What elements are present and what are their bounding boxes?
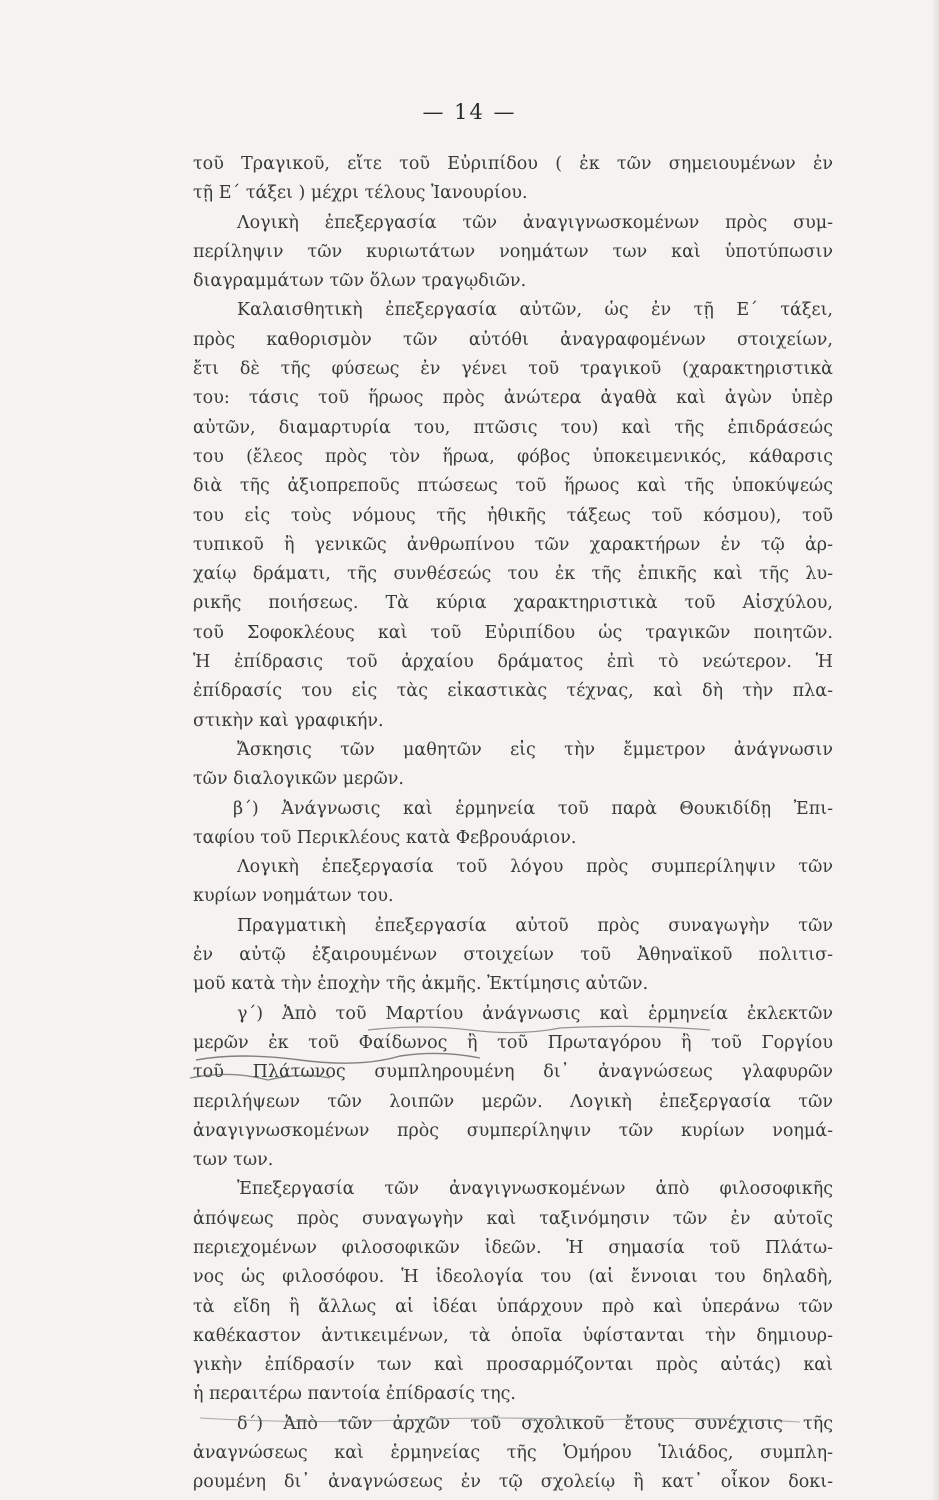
text-line: ἀναγνώσεως καὶ ἑρμηνείας τῆς Ὁμήρου Ἰλιάδος, συμπλη- xyxy=(193,1443,833,1464)
text-line: των των. xyxy=(193,1150,274,1171)
text-line: ἔτι δὲ τῆς φύσεως ἐν γένει τοῦ τραγικοῦ (χαρακτηριστικὰ xyxy=(193,359,833,380)
body-text xyxy=(193,150,833,1498)
text-line: του (ἔλεος πρὸς τὸν ἥρωα, φόβος ὑποκειμενικός, κάθαρσις xyxy=(193,446,833,467)
text-line: Λογικὴ ἐπεξεργασία τῶν ἀναγιγνωσκομένων πρὸς συμ- xyxy=(237,212,833,233)
text-line: ἀπόψεως πρὸς συναγωγὴν καὶ ταξινόμησιν τῶν ἐν αὐτοῖς xyxy=(193,1208,833,1229)
text-line: καθέκαστον ἀντικειμένων, τὰ ὁποῖα ὑφίστανται τὴν δημιουρ- xyxy=(193,1325,833,1346)
text-line: κυρίων νοημάτων του. xyxy=(193,886,394,907)
page-edge-shadow xyxy=(931,0,939,1500)
text-line: πρὸς καθορισμὸν τῶν αὐτόθι ἀναγραφομένων στοιχείων, xyxy=(193,329,833,350)
text-line: διαγραμμάτων τῶν ὅλων τραγῳδιῶν. xyxy=(193,271,527,292)
page-number: — 14 — xyxy=(422,100,517,124)
text-line: μοῦ κατὰ τὴν ἐποχὴν τῆς ἀκμῆς. Ἐκτίμησις αὐτῶν. xyxy=(193,974,649,995)
text-line: Πραγματικὴ ἐπεξεργασία αὐτοῦ πρὸς συναγωγὴν τῶν xyxy=(237,915,833,936)
text-line: χαίῳ δράματι, τῆς συνθέσεώς του ἐκ τῆς ἐπικῆς καὶ τῆς λυ- xyxy=(193,564,833,585)
text-line: ἀναγιγνωσκομένων πρὸς συμπερίληψιν τῶν κυρίων νοημά- xyxy=(193,1120,833,1141)
text-line: τοῦ Σοφοκλέους καὶ τοῦ Εὐριπίδου ὡς τραγικῶν ποιητῶν. xyxy=(193,622,833,643)
text-line: τυπικοῦ ἢ γενικῶς ἀνθρωπίνου τῶν χαρακτήρων ἐν τῷ ἀρ- xyxy=(193,534,833,555)
text-line: περιλήψεων τῶν λοιπῶν μερῶν. Λογικὴ ἐπεξεργασία τῶν xyxy=(193,1091,833,1112)
text-line: Λογικὴ ἐπεξεργασία τοῦ λόγου πρὸς συμπερίληψιν τῶν xyxy=(237,857,833,878)
text-line: ἡ περαιτέρω παντοία ἐπίδρασίς της. xyxy=(193,1384,516,1405)
text-line: Ἄσκησις τῶν μαθητῶν εἰς τὴν ἔμμετρον ἀνάγνωσιν xyxy=(237,739,833,760)
text-line: τῇ Ε΄ τάξει ) μέχρι τέλους Ἰανουρίου. xyxy=(193,183,528,204)
text-line: μερῶν ἐκ τοῦ Φαίδωνος ἢ τοῦ Πρωταγόρου ἢ τοῦ Γοργίου xyxy=(193,1032,833,1053)
text-line: περιεχομένων φιλοσοφικῶν ἰδεῶν. Ἡ σημασία τοῦ Πλάτω- xyxy=(193,1237,833,1258)
text-line: περίληψιν τῶν κυριωτάτων νοημάτων των καὶ ὑποτύπωσιν xyxy=(193,241,833,262)
text-line: ἐπίδρασίς του εἰς τὰς εἰκαστικὰς τέχνας, καὶ δὴ τὴν πλα- xyxy=(193,681,833,702)
text-line: νος ὡς φιλοσόφου. Ἡ ἰδεολογία του (αἱ ἔννοιαι του δηλαδὴ, xyxy=(193,1267,833,1288)
text-line: διὰ τῆς ἀξιοπρεποῦς πτώσεως τοῦ ἥρωος καὶ τῆς ὑποκύψεώς xyxy=(193,476,833,497)
text-line: τῶν διαλογικῶν μερῶν. xyxy=(193,769,404,790)
text-line: ταφίου τοῦ Περικλέους κατὰ Φεβρουάριον. xyxy=(193,827,577,848)
text-line: γ΄) Ἀπὸ τοῦ Μαρτίου ἀνάγνωσις καὶ ἑρμηνεία ἐκλεκτῶν xyxy=(237,1003,833,1024)
text-line: τοῦ Πλάτωνος συμπληρουμένη δι᾽ ἀναγνώσεως γλαφυρῶν xyxy=(193,1062,833,1083)
text-line: τοῦ Τραγικοῦ, εἴτε τοῦ Εὐριπίδου ( ἐκ τῶν σημειουμένων ἐν xyxy=(193,154,833,174)
text-line: του: τάσις τοῦ ἥρωος πρὸς ἀνώτερα ἀγαθὰ καὶ ἀγὼν ὑπὲρ xyxy=(193,388,833,409)
text-line: γικὴν ἐπίδρασίν των καὶ προσαρμόζονται πρὸς αὐτάς) καὶ xyxy=(193,1355,833,1376)
text-line: στικὴν καὶ γραφικήν. xyxy=(193,710,384,731)
text-line: του εἰς τοὺς νόμους τῆς ἠθικῆς τάξεως τοῦ κόσμου), τοῦ xyxy=(193,505,833,526)
text-line: Καλαισθητικὴ ἐπεξεργασία αὐτῶν, ὡς ἐν τῇ Ε΄ τάξει, xyxy=(237,300,833,321)
text-line: δ΄) Ἀπὸ τῶν ἀρχῶν τοῦ σχολικοῦ ἔτους συνέχισις τῆς xyxy=(237,1413,833,1434)
text-line: β΄) Ἀνάγνωσις καὶ ἑρμηνεία τοῦ παρὰ Θουκιδίδῃ Ἐπι- xyxy=(233,798,833,819)
text-line: Ἡ ἐπίδρασις τοῦ ἀρχαίου δράματος ἐπὶ τὸ νεώτερον. Ἡ xyxy=(193,652,833,673)
text-line: τὰ εἴδη ἢ ἄλλως αἱ ἰδέαι ὑπάρχουν πρὸ καὶ ὑπεράνω τῶν xyxy=(193,1296,833,1317)
text-line: αὐτῶν, διαμαρτυρία του, πτῶσις του) καὶ τῆς ἐπιδράσεώς xyxy=(193,417,833,438)
text-line: ρικῆς ποιήσεως. Τὰ κύρια χαρακτηριστικὰ τοῦ Αἰσχύλου, xyxy=(193,593,833,614)
text-line: ρουμένη δι᾽ ἀναγνώσεως ἐν τῷ σχολείῳ ἢ κατ᾽ οἶκον δοκι- xyxy=(193,1472,833,1493)
text-line: ἐν αὐτῷ ἐξαιρουμένων στοιχείων τοῦ Ἀθηναϊκοῦ πολιτισ- xyxy=(193,945,833,966)
text-line: Ἐπεξεργασία τῶν ἀναγιγνωσκομένων ἀπὸ φιλοσοφικῆς xyxy=(237,1179,833,1200)
